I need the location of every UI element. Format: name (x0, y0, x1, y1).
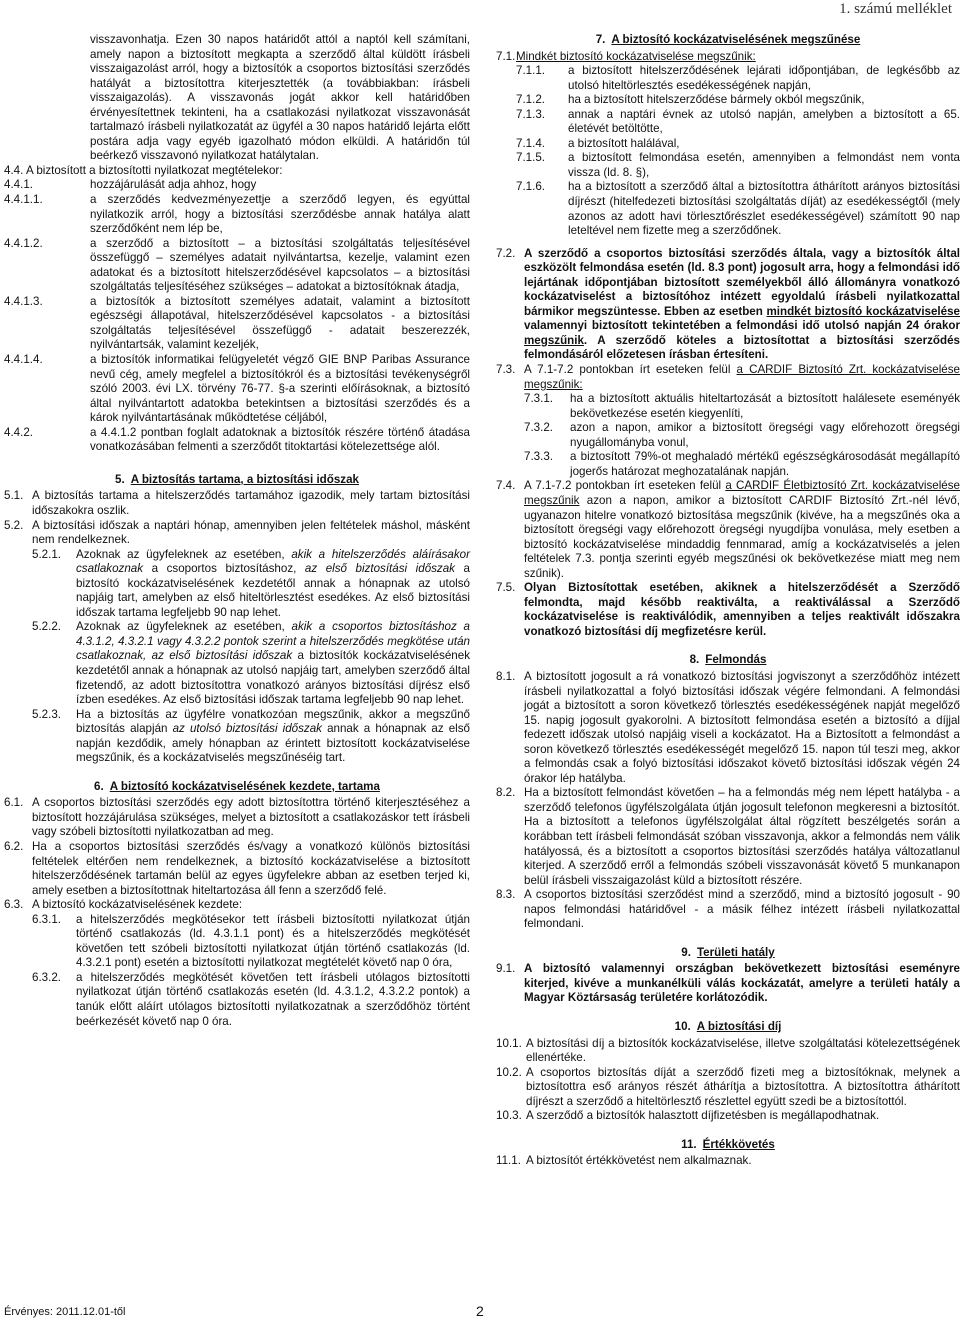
clause-6-3: 6.3. A biztosító kockázatviselésének kezdete: (4, 898, 243, 912)
section-5-heading: 5. A biztosítás tartama, a biztosítási időszak (115, 472, 359, 486)
clause-7-1-2: 7.1.2. ha a biztosított hitelszerződése bármely okból megszűnik, (516, 93, 865, 107)
clause-5-2-2: 5.2.2. Azoknak az ügyfeleknek az esetében, akik a csoportos biztosításhoz a 4.3.1.2, 4.3.2.1 vagy 4.3.2.2 pontok szerint a hitelszerződés megkötése után csatlakoznak, az első biztosítási időszak a biztosítók kockázatviselésének kezdetétől annak a hónapnak az utolsó napjáig tart, amelyben szerződő által fizetendő, az adott biztosítottra vonatkozó arányos biztosítási díjrész első ízben esedékes. Az első biztosítási időszak tartama legfeljebb 90 nap lehet. (32, 620, 471, 707)
clause-4-4-1-3: 4.4.1.3. a biztosítók a biztosított személyes adatait, valamint a biztosított egészségi állapotával, hitelszerződésével kapcsolatos - a biztosítási szolgáltatás teljesítésével összefüggő - adatait beszerezzék, nyilvántartsák, valamint kezeljék, (4, 294, 470, 352)
section-11-heading: 11. Értékkövetés (681, 1137, 775, 1151)
section-7-heading: 7. A biztosító kockázatviselésének megszűnése (595, 33, 861, 46)
clause-10-1: 10.1. A biztosítási díj a biztosítók kockázatviselése, illetve szolgáltatási kötelezettségének ellenértéke. (496, 1036, 960, 1065)
clause-11-1: 11.1. A biztosítót értékkövetést nem alkalmaznak. (496, 1154, 752, 1168)
clause-5-2-3: 5.2.3. Ha a biztosítás az ügyfélre vonatkozóan megszűnik, akkor a megszűnő biztosítás alapján az utolsó biztosítási időszak annak a hónapnak az első napján kezdődik, amely hónapban az érintett biztosított kockázatviselése megszűnik, és a kockázatviselés megszűnéséig tart. (32, 707, 470, 765)
clause-4-4: 4.4. A biztosított a biztosítotti nyilatkozat megtételekor: (4, 163, 283, 177)
section-10-heading: 10. A biztosítási díj (674, 1020, 782, 1033)
clause-7-1-5: 7.1.5. a biztosított felmondása esetén, amennyiben a felmondást nem vonta vissza (ld. 8. §), (516, 151, 960, 179)
clause-8-1: 8.1. A biztosított jogosult a rá vonatkozó biztosítási jogviszonyt a szerződőhöz intézett írásbeli nyilatkozattal a folyó biztosítási időszak végére felmondani. A felmondási jogát a biztosított a soron következő törlesztés esedékességének napját megelőző 15. napig jogosult gyakorolni. A biztosított felmondása esetén a biztosító a díjjal fedezett időszak utolsó napjáig viseli a kockázatot. Ha a Biztosított a felmondást a soron következő törlesztés esedékességét megelőző 15. napon túl teszi meg, akkor a felmondás csak a folyó biztosítási időszakot követő biztosítási időszak végén 24 órakor lép hatályba. (496, 669, 960, 785)
clause-9-1: 9.1. A biztosító valamennyi országban bekövetkezett biztosítási eseményre kiterjed, kivéve a munkanélküli válás kockázatát, amelyre a területi hatály a Magyar Köztársaság területére korlátozódik. (496, 962, 960, 1005)
clause-6-1: 6.1. A csoportos biztosítási szerződés egy adott biztosítottra történő kiterjesztéséhez a biztosított hozzájárulása szükséges, melyet a biztosított a csatlakozáskor tett írásbeli vagy szóbeli biztosítotti nyilatkozatban ad meg. (4, 796, 470, 839)
clause-7-3-2: 7.3.2. azon a napon, amikor a biztosított öregségi vagy előrehozott öregségi nyugállományba vonul, (524, 421, 960, 449)
clause-7-1: 7.1. Mindkét biztosító kockázatviselése megszűnik: (496, 49, 756, 63)
clause-7-1-4: 7.1.4. a biztosított halálával, (516, 136, 680, 150)
clause-4-4-1-4: 4.4.1.4. a biztosítók informatikai felügyeletét végző GIE BNP Paribas Assurance nevű cég, amely megfelel a biztosítókról és a biztosítási tevékenységről szóló 2003. évi LX. törvény 76-77. §-a szerinti előírásoknak, a biztosító által nyilvántartott adatokba betekintsen a biztosítási szerződés és a károk nyilvántartásának működtetése céljából, (4, 353, 470, 425)
clause-7-4: 7.4. A 7.1-7.2 pontokban írt eseteken felül a CARDIF Életbiztosító Zrt. kockázatviselése megszűnik azon a napon, amikor a biztosított CARDIF Biztosító Zrt.-nél lévő, ugyanazon hitelre vonatkozó biztosítása megszűnik (kivéve, ha a megszűnés oka a biztosított öregségi vagy előrehozott öregségi nyugdíjba vonulása, mely esetben a biztosító kockázatviselése mindaddig fennmarad, amíg a kockázatviselés a jelen feltételek 7.3. pontja szerinti egyéb megszűnési ok bekövetkezése miatt meg nem szűnik). (496, 479, 960, 580)
clause-10-3: 10.3. A szerződő a biztosítók halasztott díjfizetésben is megállapodhatnak. (496, 1109, 880, 1123)
page-number: 2 (476, 1303, 484, 1319)
clause-6-3-2: 6.3.2. a hitelszerződés megkötését követően tett írásbeli utólagos biztosítotti nyilatkozat útján történő csatlakozás esetén (ld. 4.3.1.2, 4.3.2.2 pontok) a tanúk előtt aláírt utólagos biztosítotti nyilatkozatnak a szerződőhöz történt beérkezését követő nap 0 óra. (32, 970, 470, 1028)
clause-7-3-1: 7.3.1. ha a biztosított aktuális hiteltartozását a biztosított halálesete eseményék bekövetkezése esetén kiegyenlíti, (524, 392, 960, 420)
section-9-heading: 9. Területi hatály (681, 945, 775, 959)
clause-7-1-6: 7.1.6. ha a biztosított a szerződő által a biztosítottra áthárított arányos biztosítási díjrészt (hitelfedezeti biztosítási szolgáltatás díját) az esedékességtől (mely azonos az adott havi törlesztőrészlet esedékességével) számított 90 nap leteltével nem fizette meg a szerződőnek. (516, 180, 960, 238)
clause-7-1-1: 7.1.1. a biztosított hitelszerződésének lejárati időpontjában, de legkésőbb az utolsó hiteltörlesztés esedékességének napján, (516, 64, 960, 92)
clause-5-1: 5.1. A biztosítás tartama a hitelszerződés tartamához igazodik, mely tartam biztosítási időszakokra oszlik. (4, 489, 470, 517)
clause-6-3-1: 6.3.1. a hitelszerződés megkötésekor tett írásbeli biztosítotti nyilatkozat útján történő csatlakozás (ld. 4.3.1.1 pont) és a hitelszerződés megkötését követően tett szóbeli biztosítotti nyilatkozat útján történő csatlakozás (ld. 4.3.2.1 pont) esetén a biztosítotti nyilatkozat megtételét követő nap 0 óra, (32, 912, 470, 970)
clause-5-2-1: 5.2.1. Azoknak az ügyfeleknek az esetében, akik a hitelszerződés aláírásakor csatlakoznak a csoportos biztosításhoz, az első biztosítási időszak a biztosító kockázatviselésének kezdetétől annak a hónapnak az utolsó napjáig tart, amelyben az első hiteltörlesztést esedékes. Az első biztosítási időszak tartama legfeljebb 90 nap lehet. (32, 547, 470, 619)
intro-paragraph: visszavonhatja. Ezen 30 napos határidőt attól a naptól kell számítani, amely napon a biztosított megkapta a szerződő által küldött írásbeli visszaigazolást arról, hogy a biztosítók a csoportos biztosítási szerződés hatályát a biztosítottra kiterjesztették (a továbbiakban: írásbeli visszaigazolás). A visszavonás jogát akkor kell határidőben érvényesítettnek tekinteni, ha a csatlakozási nyilatkozat visszavonását tartalmazó írásbeli nyilatkozatát az ügyfél a 30 napos határidő lejárta előtt postára adja vagy egyéb igazolható módon elküldi. A határidőn túl beérkező visszavonó nyilatkozat hatálytalan. (90, 33, 470, 163)
clause-4-4-2: 4.4.2. a 4.4.1.2 pontban foglalt adatoknak a biztosítók részére történő átadása vonatkozásában felmenti a szerződőt titoktartási kötelezettsége alól. (4, 425, 470, 454)
clause-6-2: 6.2. Ha a csoportos biztosítási szerződés és/vagy a vonatkozó különös biztosítási feltételek eltérően nem rendelkeznek, a biztosító kockázatviselése a biztosított hitelszerződésének tartamán belül az egyes ügyfelekre abban az esetben terjed ki, amely esetben a biztosítottnak hiteltartozása áll fenn a szerződő felé. (4, 839, 470, 897)
clause-7-5: 7.5. Olyan Biztosítottak esetében, akiknek a hitelszerződését a Szerződő felmondta, majd később reaktiválta, a reaktiválással a Szerződő kockázatviselése is reaktiválódik, amennyiben a teljes reaktivált időszakra vonatkozó biztosítási díj megfizetésre kerül. (496, 581, 960, 638)
right-column (496, 33, 960, 1169)
clause-10-2: 10.2. A csoportos biztosítás díját a szerződő fizeti meg a biztosítóknak, melynek a biztosítottra eső arányos részét áthárítja a biztosítottra. A biztosítottra áthárított díjrészt a szerződő a hiteltörlesztő részlettel együtt szedi be a biztosítottól. (496, 1065, 960, 1108)
clause-8-3: 8.3. A csoportos biztosítási szerződést mind a szerződő, mind a biztosító jogosult - 90 napos felmondási határidővel - a másik félhez intézett írásbeli nyilatkozattal felmondani. (496, 888, 960, 931)
section-8-heading: 8. Felmondás (689, 653, 767, 667)
section-6-heading: 6. A biztosító kockázatviselésének kezdete, tartama (94, 779, 380, 793)
annex-title: 1. számú melléklet (839, 1, 952, 17)
clause-4-4-1-1: 4.4.1.1. a szerződés kedvezményezettje a szerződő legyen, és egyúttal nyilatkozik arról, hogy a biztosítási szerződésbe annak hatálya alatt szerződőként nem lép be, (4, 193, 470, 236)
clause-5-2: 5.2. A biztosítási időszak a naptári hónap, amennyiben jelen feltételek máshol, másként nem rendelkeznek. (4, 518, 470, 547)
clause-7-3: 7.3. A 7.1-7.2 pontokban írt eseteken felül a CARDIF Biztosító Zrt. kockázatviselése megszűnik: (496, 363, 960, 391)
clause-4-4-1: 4.4.1. hozzájárulását adja ahhoz, hogy (4, 178, 257, 192)
clause-8-2: 8.2. Ha a biztosított felmondást követően – ha a felmondás még nem lépett hatályba - a szerződő telefonos ügyfélszolgálata útján jogosult telefonon megkeresni a biztosítót. Ha a biztosított a telefonos ügyfélszolgálat által rögzített beszélgetés során a korábban tett írásbeli felmondását szóban visszavonja, akkor a felmondás nem válik hatályossá, és a biztosított a csoportos biztosítási szerződés hatálya változatlanul kiterjed. A szerződő erről a felmondás szóbeli visszavonását követő 5 munkanapon belül írásbeli visszaigazolást küld a biztosított részére. (496, 786, 960, 887)
clause-7-3-3: 7.3.3. a biztosított 79%-ot meghaladó mértékű egészségkárosodását megállapító jogerős határozat meghozatalának napján. (524, 450, 960, 478)
clause-7-1-3: 7.1.3. annak a naptári évnek az utolsó napján, amelyben a biztosított a 65. életévét betöltötte, (516, 107, 960, 136)
validity-footer: Érvényes: 2011.12.01-től (4, 1306, 126, 1318)
clause-7-2: 7.2. A szerződő a csoportos biztosítási szerződés általa, vagy a biztosítók által eszközölt felmondása esetén (ld. 8.3 pont) jogosult arra, hogy a felmondási idő lejártának időpontjában biztosított személyekből álló állományra vonatkozó kockázatviselést a biztosítóhoz intézett egyoldalú írásbeli nyilatkozattal bármikor megszüntesse. Ebben az esetben mindkét biztosító kockázatviselése valamennyi biztosított tekintetében a felmondási idő utolsó napján 24 órakor megszűnik. A szerződő köteles a biztosítottat a biztosítási szerződés felmondásáról előzetesen írásban értesíteni. (496, 246, 960, 362)
left-column (4, 33, 470, 1029)
clause-4-4-1-2: 4.4.1.2. a szerződő a biztosított – a biztosítási szolgáltatás teljesítésével összefüggő – személyes adatait nyilvántartsa, kezelje, valamint ezen adatokat és a biztosított hitelszerződésével kapcsolatos – a biztosítási szolgáltatás teljesítéséhez szükséges – adatokat a biztosítóknak átadja, (4, 236, 470, 294)
